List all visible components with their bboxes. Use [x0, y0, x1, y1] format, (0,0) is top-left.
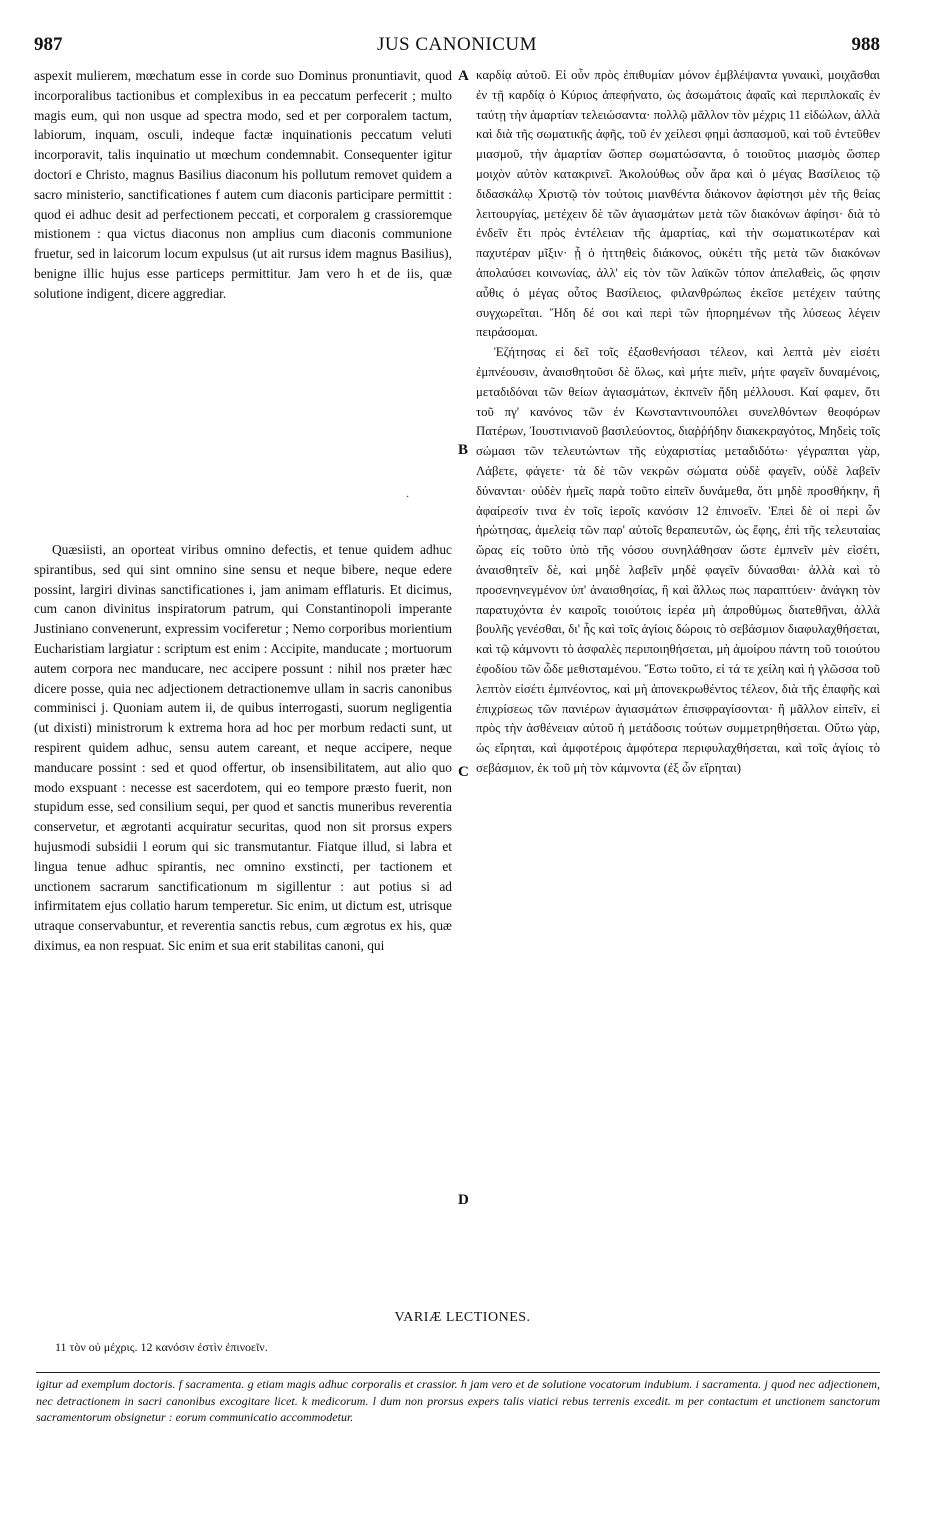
- footnote-rule: [36, 1372, 880, 1373]
- latin-paragraph-1: aspexit mulierem, mœchatum esse in corde suo Dominus pronuntiavit, quod incorporalibus tactionibus et complexibus in ea peccatum perfecerit ; multo magis eum, qui non usque ad spectra modo, sed et per corporalem tactum, labiorum, inquam, osculi, indeque factæ inquinationis peccatum veluti incorporavit, talis inquinatio ut mœchum condemnabit. Consequenter igitur doctori e Christo, magnus Basilius diaconum his pollutum removet quidem a sacro ministerio, sanctificationes f autem cum diaconis participare permittit : quod ei adhuc desit ad perfectionem peccati, et corporalem g crassioremque mistionem : qua victus diaconus non amplius cum diaconis communione fruetur, sed in laicorum locum expulsus (ut ait rursus idem magnus Basilius), benigne illic hujus esse particeps permittitur. Jam vero h et de iis, quæ solutione indigent, dicere aggrediar.: [34, 68, 452, 301]
- page-number-right: 988: [851, 34, 880, 55]
- variant-readings: 11 τὸν οὐ μέχρις. 12 κανόσιν ἐστὶν ἐπινοεῖν.: [55, 1340, 268, 1354]
- greek-paragraph-1: καρδίᾳ αὐτοῦ. Εἰ οὖν πρὸς ἐπιθυμίαν μόνον ἐμβλέψαντα γυναικὶ, μοιχᾶσθαι ἐν τῇ καρδίᾳ ὁ Κύριος ἀπεφήνατο, ὡς ἀσωμάτοις ἀφαῖς καὶ περιπλοκαῖς ἐν ταύτῃ τὴν ἁμαρτίαν τελειώσαντα· πολλῷ μᾶλλον τὸν μέχρις 11 εἰδώλων, ἀλλὰ καὶ διὰ τῆς σωματικῆς ἀφῆς, τοῦ ἐν χείλεσι φημὶ ἀσπασμοῦ, καὶ τοῦ ἐντεῦθεν μιασμοῦ, τὴν ἁμαρτίαν ὥσπερ σωματώσαντα, ὁ τοιοῦτος μιασμὸς ὥσπερ μοιχὸν αὐτὸν κατακρινεῖ. Ἀκολούθως οὖν ἄρα καὶ ὁ μέγας Βασίλειος τῷ διδασκάλῳ Χριστῷ τὸν τούτοις μιανθέντα διάκονον ἀφίστησι μὲν τῆς θείας λειτουργίας, μετέχειν δὲ τῶν ἁγιασμάτων μετὰ τῶν διακόνων ἀφίησι· διὰ τὸ ἐνδεῖν ἔτι πρὸς ἐντέλειαν τῆς ἁμαρτίας, καὶ τὴν σωματικωτέραν καὶ παχυτέραν μῖξιν· ᾗ ὁ ἡττηθεὶς διάκονος, οὐκέτι τῆς μετὰ τῶν διακόνων ἀπολαύσει κοινωνίας, ἀλλ' εἰς τὸν τῶν λαϊκῶν τόπον ἀπελαθεὶς, ὥς φησιν αὖθις ὁ μέγας οὗτος Βασίλειος, φιλανθρώπως ἐκεῖσε μετέχειν ταύτης συγχωρεῖται. Ἤδη δέ σοι καὶ περὶ τῶν ἠπορημένων τῆς λύσεως λέγειν πειράσομαι.: [476, 68, 880, 340]
- latin-paragraph-2: Quæsiisti, an oporteat viribus omnino defectis, et tenue quidem adhuc spirantibus, sed qui sint omnino sine sensu et neque bibere, neque edere possint, largiri divinas sanctificationes i, jam animam efflaturis. Et dicimus, cum canon divinitus inspiratorum patrum, qui Constantinopoli imperante Justiniano convenerunt, expressim vociferetur ; Nemo corporibus morientium Eucharistiam largiatur : scriptum est enim : Accipite, manducate ; mortuorum autem corpora nec manducare, nec accipere possunt : nihil nos præter hæc dicere posse, quia nec adjectionem detractionemve ullam in sacris canonibus comminisci j. Quoniam autem ii, de quibus interrogasti, suorum negligentia (ut dixisti) ministrorum k extrema hora ad hoc per morbum redacti sunt, ut respirent quidem adhuc, sensu autem careant, et neque accipere, neque manducare possint : sed et quod offertur, ob insensibilitatem, aut alio quo modo exspuant : necesse est sacerdotem, qui eo tempore præsto fuerit, non stupidum esse, sed consilium sequi, per quod et sanctis muneribus reverentia conservetur, et ægrotanti acquiratur securitas, quod non sit prorsus expers hujusmodi subsidii l eorum qui sic transmutantur. Fiatque illud, si labra et lingua tenue adhuc spirantis, nec omnino exstincti, per tactionem et unctionem sacrarum sanctificationum m sigillentur : aut potius si ad infirmitatem ejus collatio harum temperetur. Sic enim, ut dictum est, utrisque utraque conservabuntur, et reverentia sanctis rebus, cum ægrotus ex his, quæ diximus, ea non respuat. Sic enim et sua erit stabilitas canoni, qui: [34, 542, 452, 953]
- variae-lectiones-title: VARIÆ LECTIONES.: [394, 1310, 531, 1325]
- running-title: JUS CANONICUM: [376, 34, 538, 55]
- footnotes: igitur ad exemplum doctoris. f sacramenta. g etiam magis adhuc corporalis et crassior. h jam vero et de solutione vocatorum indubium. i sacramenta. j quod nec adjectionem, nec detractionem in sacri canonibus excogitare licet. k medicorum. l dum non prorsus expers talis viatici rebus terrenis excedit. m per contactum et unctionem sanctorum sacramentorum obsignetur : eorum communicatio accommodetur.: [36, 1377, 880, 1424]
- greek-paragraph-2: Ἐζήτησας εἰ δεῖ τοῖς ἐξασθενήσασι τέλεον, καὶ λεπτὰ μὲν εἰσέτι ἐμπνέουσιν, ἀναισθητοῦσι δὲ ὅλως, καὶ μήτε πιεῖν, μήτε φαγεῖν δυναμένοις, μεταδιδόναι τῶν θείων ἁγιασμάτων, ἐκπνεῖν ἤδη μέλλουσι. Καί φαμεν, ὅτι τοῦ πγ' κανόνος τῶν ἐν Κωνσταντινουπόλει συνελθόντων θεοφόρων Πατέρων, Ἰουστινιανοῦ βασιλεύοντος, διαῤῥήδην διακεκραγότος, Μηδεὶς τοῖς σώμασι τῶν τελευτώντων τῆς εὐχαριστίας μεταδιδότω· γέγραπται γὰρ, Λάβετε, φάγετε· τὰ δὲ τῶν νεκρῶν σώματα οὐδὲ φαγεῖν, οὐδὲ λαβεῖν δύνανται· οὐδὲν ἡμεῖς παρὰ τοῦτο εἰπεῖν δυνάμεθα, ὅτι μηδὲ προσθήκην, ἢ ἀφαίρεσίν τινα ἐν τοῖς ἱεροῖς κανόσιν 12 ἐπινοεῖν. Ἐπεὶ δὲ οἱ περὶ ὧν ἠρώτησας, ἀμελείᾳ τῶν παρ' αὐτοῖς θεραπευτῶν, ὡς ἔφης, ἐπὶ τῆς τελευταίας ὥρας εἰς τοῦτο ὑπὸ τῆς νόσου συνηλάθησαν ὥστε ἐμπνεῖν μὲν εἰσέτι, ἀναισθητεῖν δὲ, καὶ μηδὲ λαβεῖν μηδὲ φαγεῖν δύνασθαι· ἀλλὰ καὶ τὸ προσενηνεγμένον ὑπ' ἀναισθησίας, ἢ καὶ ἄλλως πως παραπτύειν· ἀνάγκη τὸν παρατυχόντα ἐν καιροῖς τοιούτοις ἱερέα μὴ ἀπροθύμως διατεθῆναι, ἀλλὰ βουλῆς γενέσθαι, δι' ἧς καὶ τοῖς ἁγίοις δώροις τὸ σεβάσμιον διαφυλαχθήσεται, καὶ τῷ κάμνοντι τὸ ἀσφαλὲς περιποιηθήσεται, μὴ ἀμοίρου πάντη τοῦ τοιούτου ἐφοδίου τῶν ὧδε μεθισταμένου. Ἔστω τοῦτο, εἰ τά τε χείλη καὶ ἡ γλῶσσα τοῦ λεπτὸν εἰσέτι ἐμπνέοντος, καὶ μὴ ἀπονεκρωθέντος τέλεον, διὰ τῆς ἐπαφῆς καὶ ἐπιχρίσεως τῶν πανιέρων ἁγιασμάτων ἐπισφραγίσονται· ἢ μᾶλλον εἰπεῖν, εἰ πρὸς τὴν ἀσθένειαν αὐτοῦ ἡ μετάδοσις τούτων συμμετρηθήσεται. Οὕτω γὰρ, ὡς εἴρηται, καὶ ἀμφοτέροις ἀμφότερα περιφυλαχθήσεται, καὶ τοῖς ἁγίοις τὸ σεβάσμιον, ἐκ τοῦ μὴ τὸν κάμνοντα (ἐξ ὧν εἴρηται): [476, 345, 880, 775]
- latin-column: [34, 66, 452, 304]
- page-header: [34, 34, 880, 58]
- stray-dot: ·: [406, 492, 410, 503]
- margin-marker-d: D: [458, 1192, 469, 1208]
- margin-marker-a: A: [458, 68, 469, 84]
- latin-column-lower: [34, 540, 452, 956]
- greek-column: [476, 66, 880, 779]
- margin-marker-c: C: [458, 764, 469, 780]
- margin-marker-b: B: [458, 442, 469, 458]
- page-number-left: 987: [34, 34, 63, 55]
